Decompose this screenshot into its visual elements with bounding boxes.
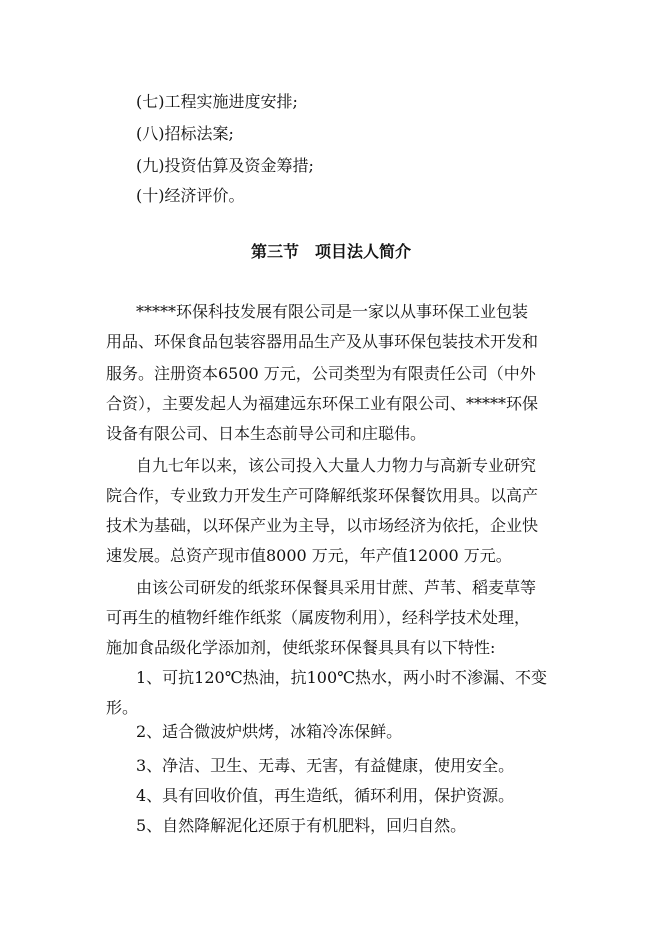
feature-item: 3、净洁、卫生、无毒、无害，有益健康，使用安全。: [136, 756, 515, 775]
list-item: (九)投资估算及资金筹措;: [136, 156, 314, 175]
paragraph-line: 技术为基础，以环保产业为主导，以市场经济为依托，企业快: [106, 516, 539, 535]
list-item: (七)工程实施进度安排;: [136, 92, 298, 111]
feature-item-continuation: 形。: [106, 698, 139, 717]
paragraph-line: 自九七年以来，该公司投入大量人力物力与高新专业研究: [136, 456, 537, 475]
feature-item: 2、适合微波炉烘烤，冰箱冷冻保鲜。: [136, 722, 403, 741]
paragraph-line: *****环保科技发展有限公司是一家以从事环保工业包装: [136, 302, 529, 321]
paragraph-line: 合资），主要发起人为福建远东环保工业有限公司、*****环保: [106, 394, 539, 413]
list-item: (十)经济评价。: [136, 186, 245, 205]
feature-item: 1、可抗120℃热油，抗100℃热水，两小时不渗漏、不变: [136, 668, 548, 687]
feature-item: 5、自然降解泥化还原于有机肥料，回归自然。: [136, 816, 467, 835]
paragraph-line: 由该公司研发的纸浆环保餐具采用甘蔗、芦苇、稻麦草等: [136, 578, 537, 597]
paragraph-line: 院合作，专业致力开发生产可降解纸浆环保餐饮用具。以高产: [106, 486, 539, 505]
paragraph-line: 服务。注册资本6500 万元，公司类型为有限责任公司（中外: [106, 364, 536, 383]
paragraph-line: 用品、环保食品包装容器用品生产及从事环保包装技术开发和: [106, 332, 539, 351]
feature-item: 4、具有回收价值，再生造纸，循环利用，保护资源。: [136, 786, 515, 805]
section-title: 第三节 项目法人简介: [250, 242, 411, 261]
paragraph-line: 速发展。总资产现市值8000 万元，年产值12000 万元。: [106, 546, 512, 565]
list-item: (八)招标法案;: [136, 124, 234, 143]
paragraph-line: 设备有限公司、日本生态前导公司和庄聪伟。: [106, 424, 427, 443]
paragraph-line: 可再生的植物纤维作纸浆（属废物利用），经科学技术处理，: [106, 608, 531, 627]
paragraph-line: 施加食品级化学添加剂，使纸浆环保餐具具有以下特性:: [106, 638, 496, 657]
